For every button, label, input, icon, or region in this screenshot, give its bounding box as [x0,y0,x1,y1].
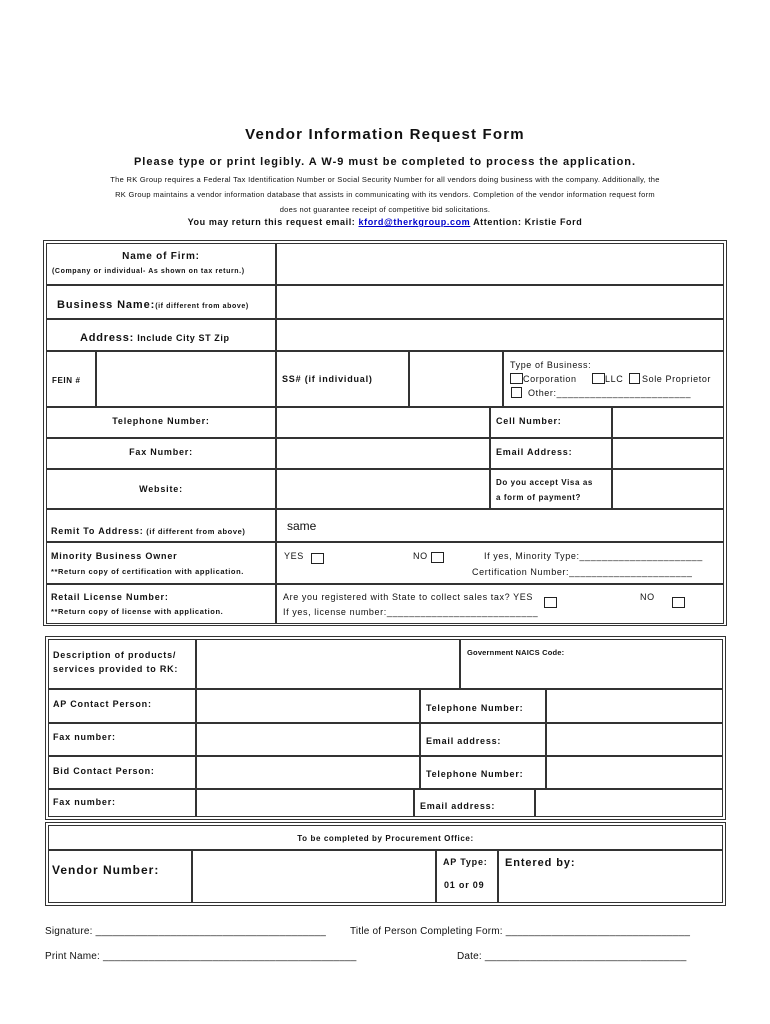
visa-label-line-2: a form of payment? [496,493,582,502]
registered-no-checkbox[interactable] [672,597,685,608]
address-label-wrap [80,328,230,346]
ap-contact-field[interactable] [196,689,420,723]
bid-email-label: Email address: [420,801,496,811]
address-label: Address: [80,332,135,344]
date-line[interactable]: Date: ___________________________________ [457,951,687,962]
minority-no-checkbox[interactable] [431,552,444,563]
visa-field[interactable] [612,469,724,509]
email-label: Email Address: [496,447,573,457]
retail-note: **Return copy of license with application. [51,607,224,616]
bid-email-field[interactable] [535,789,723,817]
ss-label: SS# (if individual) [282,374,373,384]
other-checkbox[interactable] [511,387,522,398]
certification-number: Certification Number:______________________ [472,567,693,577]
ap-fax-label: Fax number: [53,732,116,742]
email-field[interactable] [612,438,724,469]
intro-line-3: does not guarantee receipt of competitive bid solicitations. [279,205,491,214]
ap-type-value: 01 or 09 [444,880,485,890]
registered-no-label: NO [640,592,655,602]
minority-label-cell [46,542,276,584]
remit-label-wrap [51,521,245,539]
ap-contact-label: AP Contact Person: [53,699,152,709]
ap-telephone-label: Telephone Number: [426,703,524,713]
name-of-firm-label-cell [46,243,276,285]
name-of-firm-field[interactable] [276,243,724,285]
other-label: Other:________________________ [528,388,692,398]
llc-checkbox[interactable] [592,373,605,384]
naics-field[interactable] [460,639,723,689]
form-title: Vendor Information Request Form [245,126,525,143]
return-suffix: Attention: Kristie Ford [470,217,583,227]
llc-label: LLC [605,374,624,384]
name-of-firm-note: (Company or individual- As shown on tax return.) [52,268,245,275]
bid-contact-field[interactable] [196,756,420,789]
signature-line[interactable]: Signature: ________________________________________ [45,926,327,937]
type-of-business-label: Type of Business: [510,360,592,370]
remit-field[interactable] [276,509,724,542]
registered-yes-checkbox[interactable] [544,597,557,608]
bid-fax-label: Fax number: [53,797,116,807]
bid-telephone-label: Telephone Number: [426,769,524,779]
business-name-note: (if different from above) [155,303,249,310]
return-prefix: You may return this request email: [187,217,359,227]
form-subtitle: Please type or print legibly. A W-9 must be completed to process the application. [133,156,637,168]
telephone-label: Telephone Number: [112,416,210,426]
minority-label: Minority Business Owner [51,551,178,561]
return-instructions [0,217,770,227]
retail-label-cell [46,584,276,624]
fax-field[interactable] [276,438,490,469]
ap-email-label: Email address: [426,736,502,746]
fein-label: FEIN # [52,376,81,385]
retail-field [276,584,724,624]
visa-label-line-1: Do you accept Visa as [496,478,593,487]
business-name-label-wrap [57,295,249,313]
entered-by-label: Entered by: [505,857,576,869]
minority-no-label: NO [413,551,428,561]
ap-email-field[interactable] [546,723,723,756]
sole-proprietor-label: Sole Proprietor [642,374,712,384]
corporation-checkbox[interactable] [510,373,523,384]
fein-field[interactable] [96,351,276,407]
address-field[interactable] [276,319,724,351]
remit-note: (if different from above) [143,527,246,536]
ap-telephone-field[interactable] [546,689,723,723]
business-name-field[interactable] [276,285,724,319]
minority-type: If yes, Minority Type:______________________ [484,551,703,561]
website-label: Website: [139,484,183,494]
telephone-field[interactable] [276,407,490,438]
website-field[interactable] [276,469,490,509]
business-name-label: Business Name: [57,299,156,311]
remit-label: Remit To Address: [51,526,144,536]
corporation-label: Corporation [523,374,577,384]
minority-field [276,542,724,584]
naics-label: Government NAICS Code: [467,648,565,657]
minority-yes-checkbox[interactable] [311,553,324,564]
sole-proprietor-checkbox[interactable] [629,373,640,384]
ap-type-label: AP Type: [443,857,488,867]
title-of-person-line[interactable]: Title of Person Completing Form: ________________________________ [350,926,691,937]
intro-line-2: RK Group maintains a vendor information database that assists in communicating with its vendors. Completion of the vendor information request form [115,190,655,199]
intro-line-1: The RK Group requires a Federal Tax Identification Number or Social Security Number for all vendors doing business with the company. Additionally, the [110,175,660,184]
vendor-number-label: Vendor Number: [52,863,160,877]
name-of-firm-label: Name of Firm: [122,251,200,262]
procurement-header: To be completed by Procurement Office: [297,834,474,843]
license-number: If yes, license number:___________________________ [283,607,539,617]
minority-note: **Return copy of certification with application. [51,567,244,576]
cell-field[interactable] [612,407,724,438]
ss-field[interactable] [409,351,503,407]
retail-label: Retail License Number: [51,592,169,602]
minority-yes-label: YES [284,551,304,561]
bid-contact-label: Bid Contact Person: [53,766,155,776]
return-email-link[interactable]: kford@therkgroup.com [358,217,471,227]
fax-label: Fax Number: [129,447,193,457]
bid-fax-field[interactable] [196,789,414,817]
description-label-line-1: Description of products/ [53,650,177,660]
visa-label-cell [490,469,612,509]
vendor-number-field[interactable] [192,850,436,903]
remit-value: same [287,519,317,533]
registered-question: Are you registered with State to collect sales tax? YES [283,592,533,602]
ap-fax-field[interactable] [196,723,420,756]
bid-telephone-field[interactable] [546,756,723,789]
cell-label: Cell Number: [496,416,562,426]
description-label-line-2: services provided to RK: [53,664,179,674]
address-note: Include City ST Zip [134,333,230,343]
description-field[interactable] [196,639,460,689]
print-name-line[interactable]: Print Name: ____________________________________________ [45,951,357,962]
